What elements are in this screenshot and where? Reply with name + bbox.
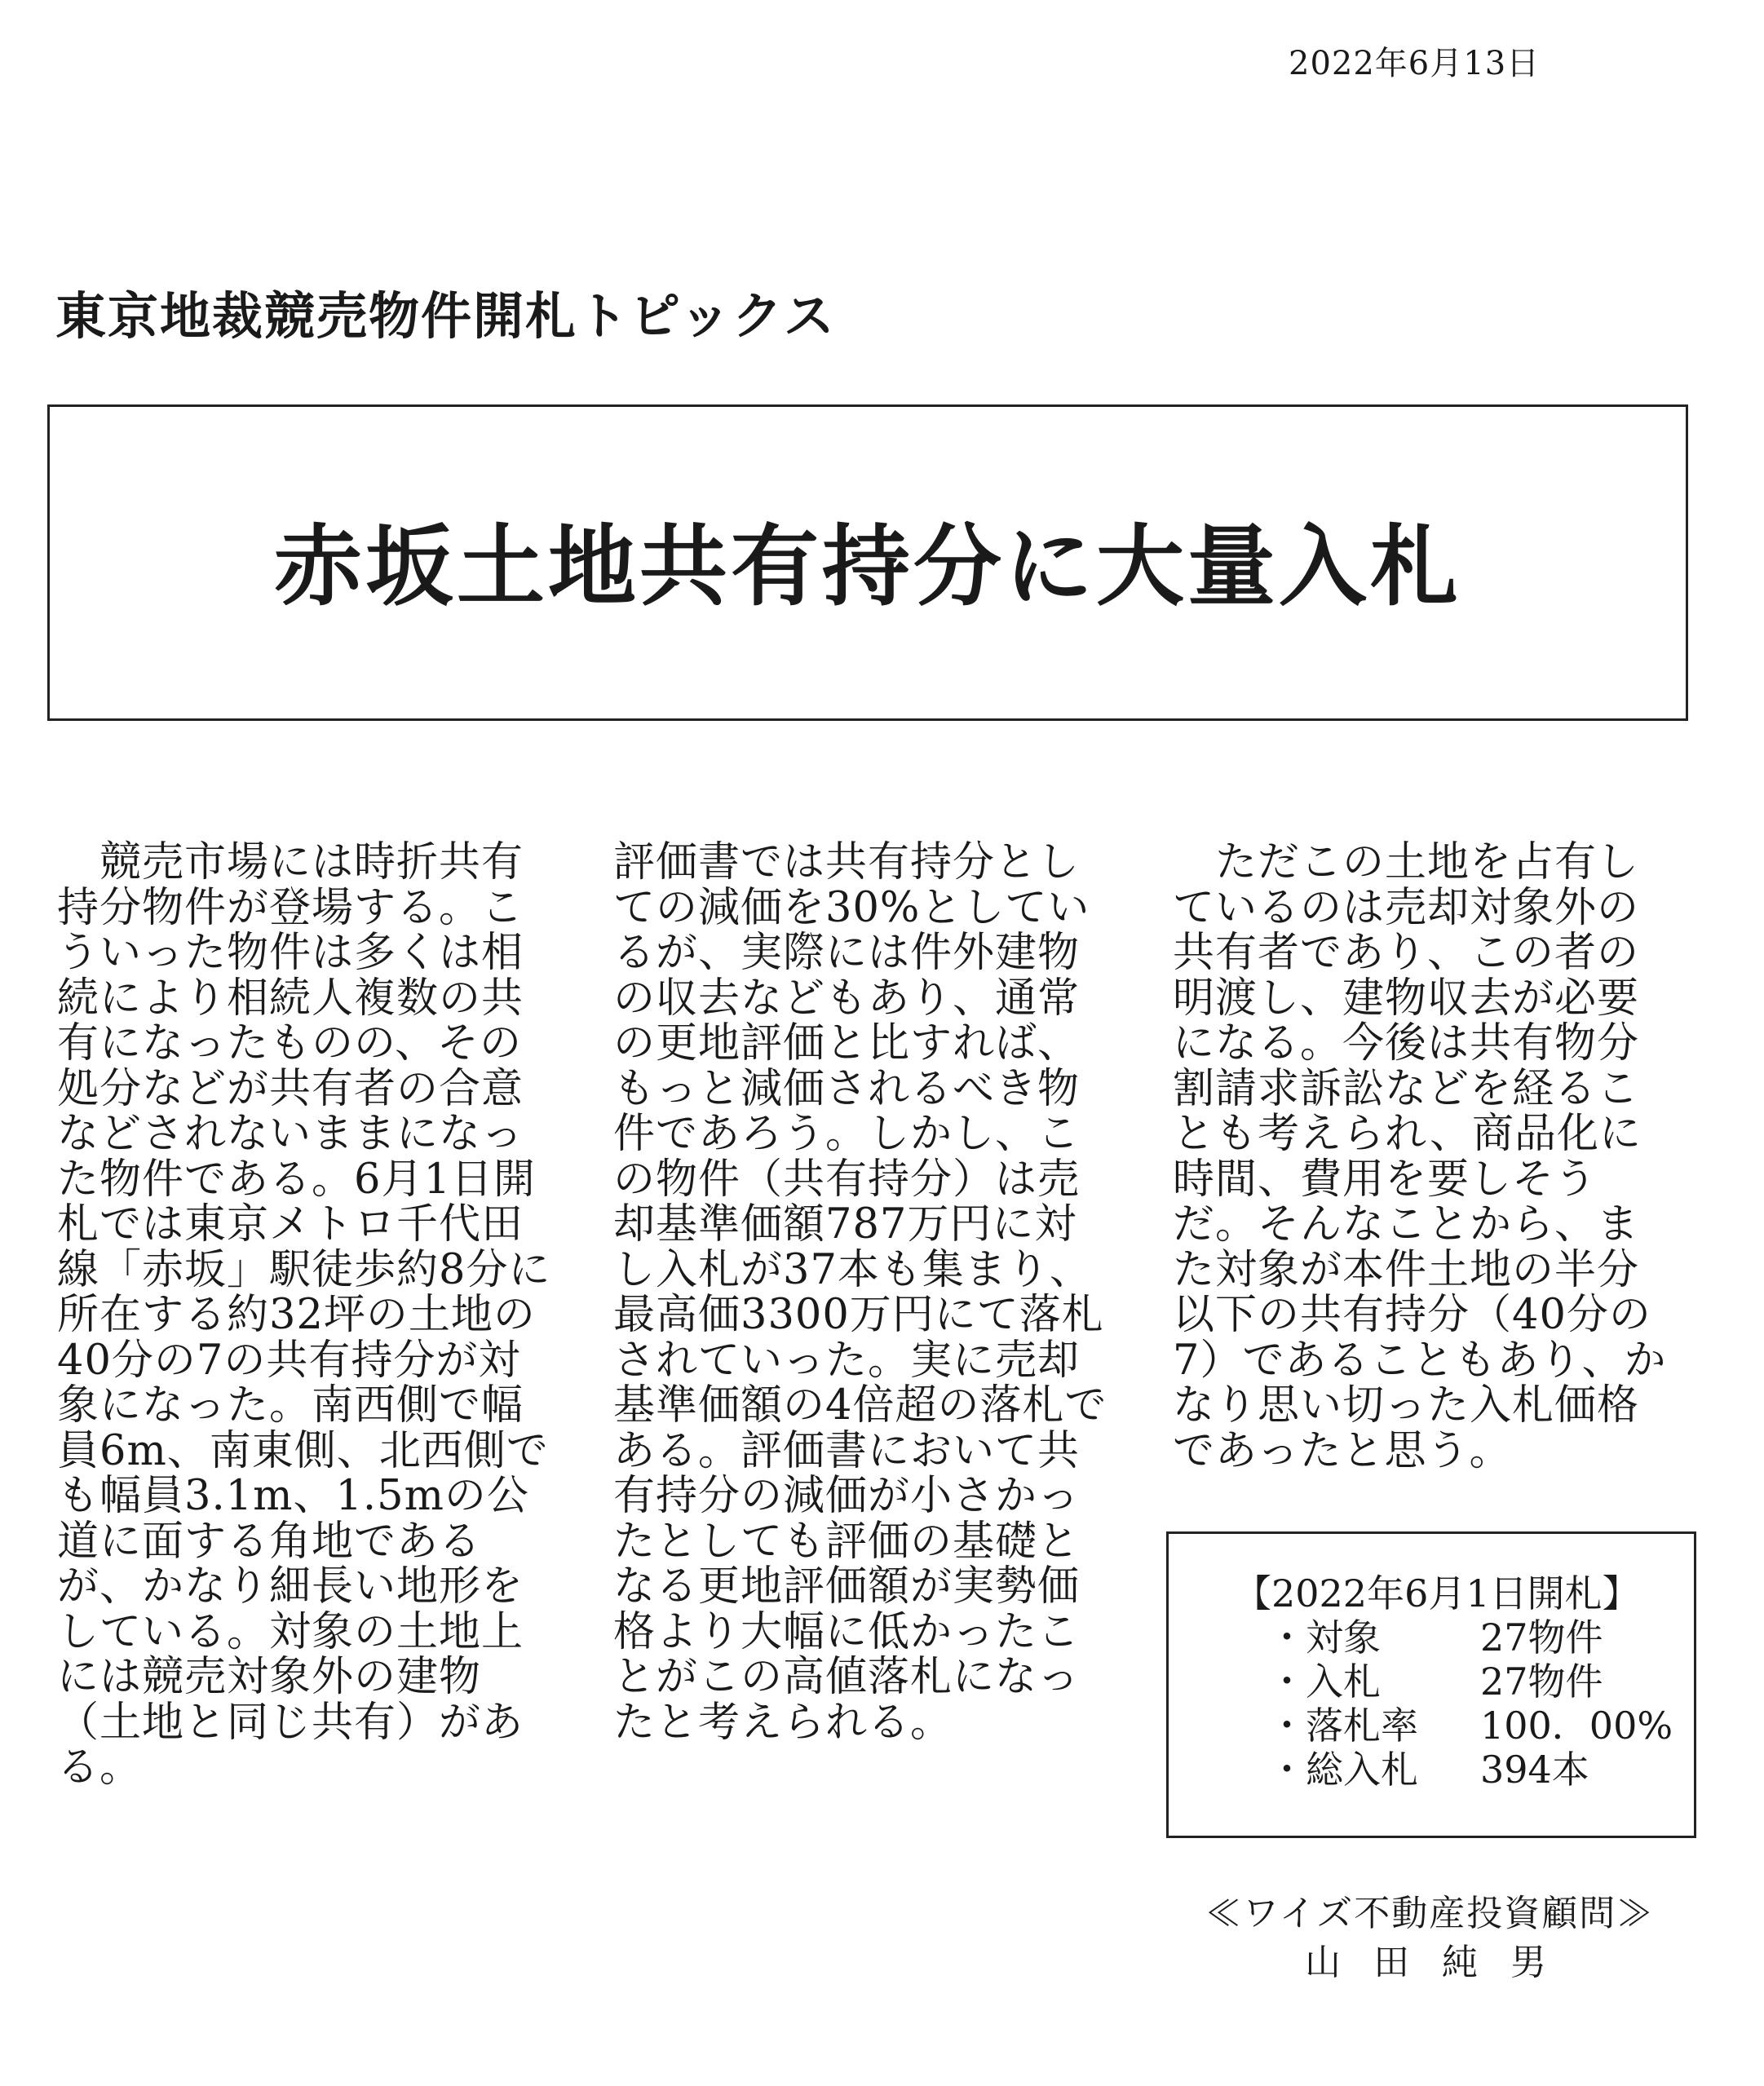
summary-label: ・入札 — [1268, 1660, 1381, 1704]
article-paragraph: 評価書では共有持分としての減価を30%としているが、実際には件外建物の収去などもあり、通常の更地評価と比すれば、もっと減価されるべき物件であろう。しかし、この物件（共有持分）は売却基準価額787万円に対し入札が37本も集まり、最高価3300万円にて落札されていった。実に売却基準価額の4倍超の落札である。評価書において共有持分の減価が小さかったとしても評価の基礎となる更地評価額が実勢価格より大幅に低かったことがこの高値落札になったと考えられる。 — [613, 838, 1107, 1747]
summary-value: 27物件 — [1480, 1615, 1603, 1660]
summary-value: 27物件 — [1480, 1660, 1603, 1704]
summary-label: ・総入札 — [1268, 1748, 1418, 1792]
summary-value: 394本 — [1480, 1748, 1589, 1792]
summary-row — [1169, 1704, 1694, 1748]
summary-row — [1169, 1615, 1694, 1660]
summary-label: ・対象 — [1268, 1615, 1381, 1660]
summary-title: 【2022年6月1日開札】 — [1234, 1571, 1640, 1615]
article-headline: 赤坂土地共有持分に大量入札 — [273, 515, 1461, 618]
summary-value: 100．00% — [1480, 1704, 1673, 1748]
headline-box — [47, 404, 1688, 721]
author-organization: ≪ワイズ不動産投資顧問≫ — [1205, 1893, 1655, 1934]
article-column-2 — [613, 840, 1111, 1745]
auction-summary-box — [1166, 1531, 1696, 1838]
summary-label: ・落札率 — [1268, 1704, 1418, 1748]
article-paragraph: ただこの土地を占有しているのは売却対象外の共有者であり、この者の明渡し、建物収去が必要になる。今後は共有物分割請求訴訟などを経ることも考えられ、商品化に時間、費用を要しそうだ。そんなことから、また対象が本件土地の半分以下の共有持分（40分の7）であることもあり、かなり思い切った入札価格であったと思う。 — [1173, 838, 1667, 1475]
article-column-3 — [1173, 840, 1670, 1474]
series-title: 東京地裁競売物件開札トピックス — [55, 286, 836, 346]
article-paragraph: 競売市場には時折共有持分物件が登場する。こういった物件は多くは相続により相続人複数の共有になったものの、その処分などが共有者の合意などされないままになった物件である。6月1日開札では東京メトロ千代田線「赤坂」駅徒歩約8分に所在する約32坪の土地の40分の7の共有持分が対象になった。南西側で幅員6m、南東側、北西側でも幅員3.1m、1.5mの公道に面する角地であるが、かなり細長い地形をしている。対象の土地上には競売対象外の建物（土地と同じ共有）がある。 — [57, 838, 551, 1792]
author-name: 山田純男 — [1305, 1942, 1579, 1983]
summary-row — [1169, 1748, 1694, 1792]
summary-row — [1169, 1660, 1694, 1704]
article-column-1 — [57, 840, 563, 1791]
issue-date: 2022年6月13日 — [1289, 45, 1541, 82]
